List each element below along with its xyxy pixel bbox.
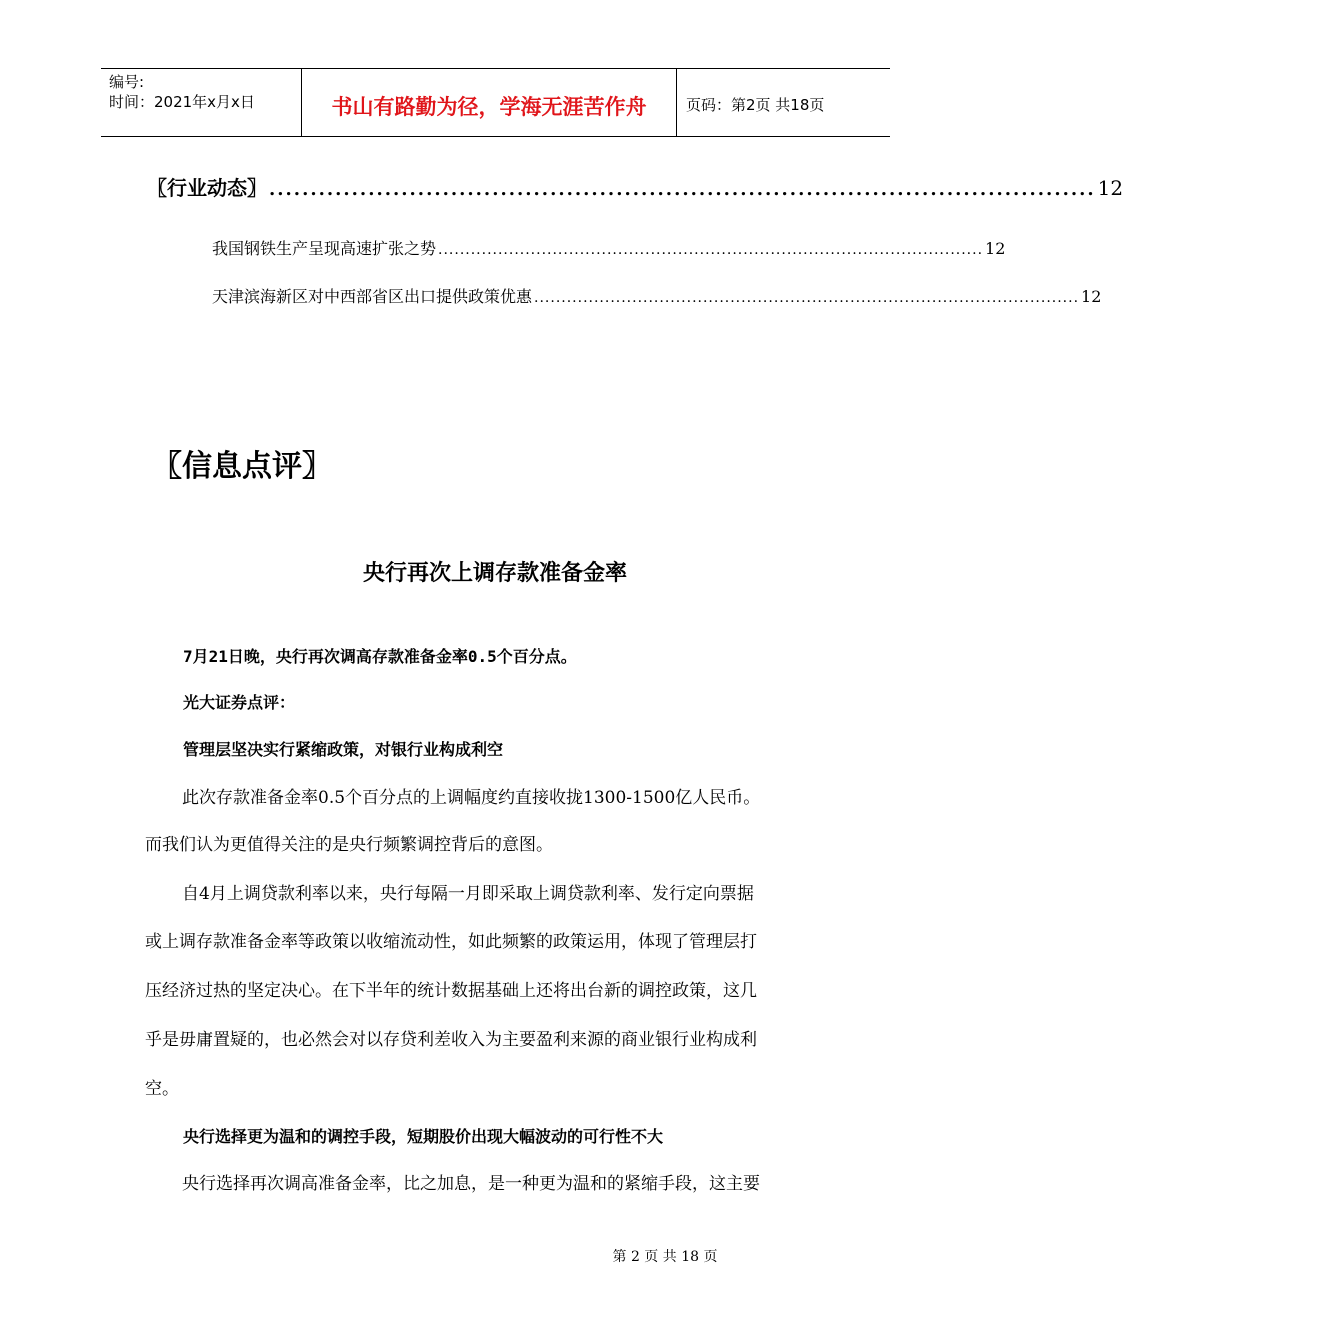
toc-leader: ....................................................................................................: [269, 179, 1096, 200]
paragraph-line: 而我们认为更值得关注的是央行频繁调控背后的意图。: [145, 835, 553, 855]
paragraph-line: 此次存款准备金率0.5个百分点的上调幅度约直接收拢1300-1500亿人民币。: [182, 788, 761, 808]
paragraph-line: 自4月上调贷款利率以来，央行每隔一月即采取上调贷款利率、发行定向票据: [182, 884, 754, 904]
article-heading: 管理层坚决实行紧缩政策，对银行业构成利空: [183, 740, 504, 759]
page-header: [101, 68, 890, 137]
section-title: 〖信息点评〗: [152, 449, 332, 484]
article-lead: 7月21日晚，央行再次调高存款准备金率0.5个百分点。: [183, 647, 577, 666]
toc-item[interactable]: [212, 236, 1006, 259]
toc-leader: ....................................................................................................: [534, 290, 1080, 306]
header-motto-cell: [302, 69, 677, 136]
toc-main-page: 12: [1097, 176, 1124, 200]
header-page-label: 页码：第2页 共18页: [686, 96, 825, 114]
header-page-cell: [677, 69, 890, 136]
date-label: 时间：2021年x月x日: [109, 93, 255, 111]
toc-item-page: 12: [985, 239, 1006, 258]
toc-main-title: 〖行业动态〗: [147, 176, 267, 200]
paragraph-line: 压经济过热的坚定决心。在下半年的统计数据基础上还将出台新的调控政策，这几: [145, 981, 757, 1001]
header-meta-cell: [101, 69, 302, 136]
paragraph-line: 空。: [145, 1079, 179, 1099]
article-heading: 央行选择更为温和的调控手段，短期股价出现大幅波动的可行性不大: [183, 1127, 664, 1146]
toc-item-page: 12: [1081, 287, 1102, 306]
toc-item-title: 我国钢铁生产呈现高速扩张之势: [212, 239, 437, 258]
paragraph-line: 或上调存款准备金率等政策以收缩流动性，如此频繁的政策运用，体现了管理层打: [145, 932, 757, 952]
article-source: 光大证券点评：: [183, 693, 296, 712]
toc-item-title: 天津滨海新区对中西部省区出口提供政策优惠: [212, 287, 533, 306]
article-title: 央行再次上调存款准备金率: [362, 561, 627, 586]
toc-main-entry[interactable]: [147, 172, 1124, 201]
header-motto: 书山有路勤为径，学海无涯苦作舟: [331, 95, 647, 119]
toc-leader: ....................................................................................................: [438, 242, 984, 258]
paragraph-line: 乎是毋庸置疑的，也必然会对以存贷利差收入为主要盈利来源的商业银行业构成利: [145, 1030, 757, 1050]
toc-item[interactable]: [212, 284, 1102, 307]
paragraph-line: 央行选择再次调高准备金率，比之加息，是一种更为温和的紧缩手段，这主要: [182, 1174, 760, 1194]
page-footer: 第 2 页 共 18 页: [612, 1249, 718, 1265]
code-label: 编号:: [109, 73, 145, 91]
